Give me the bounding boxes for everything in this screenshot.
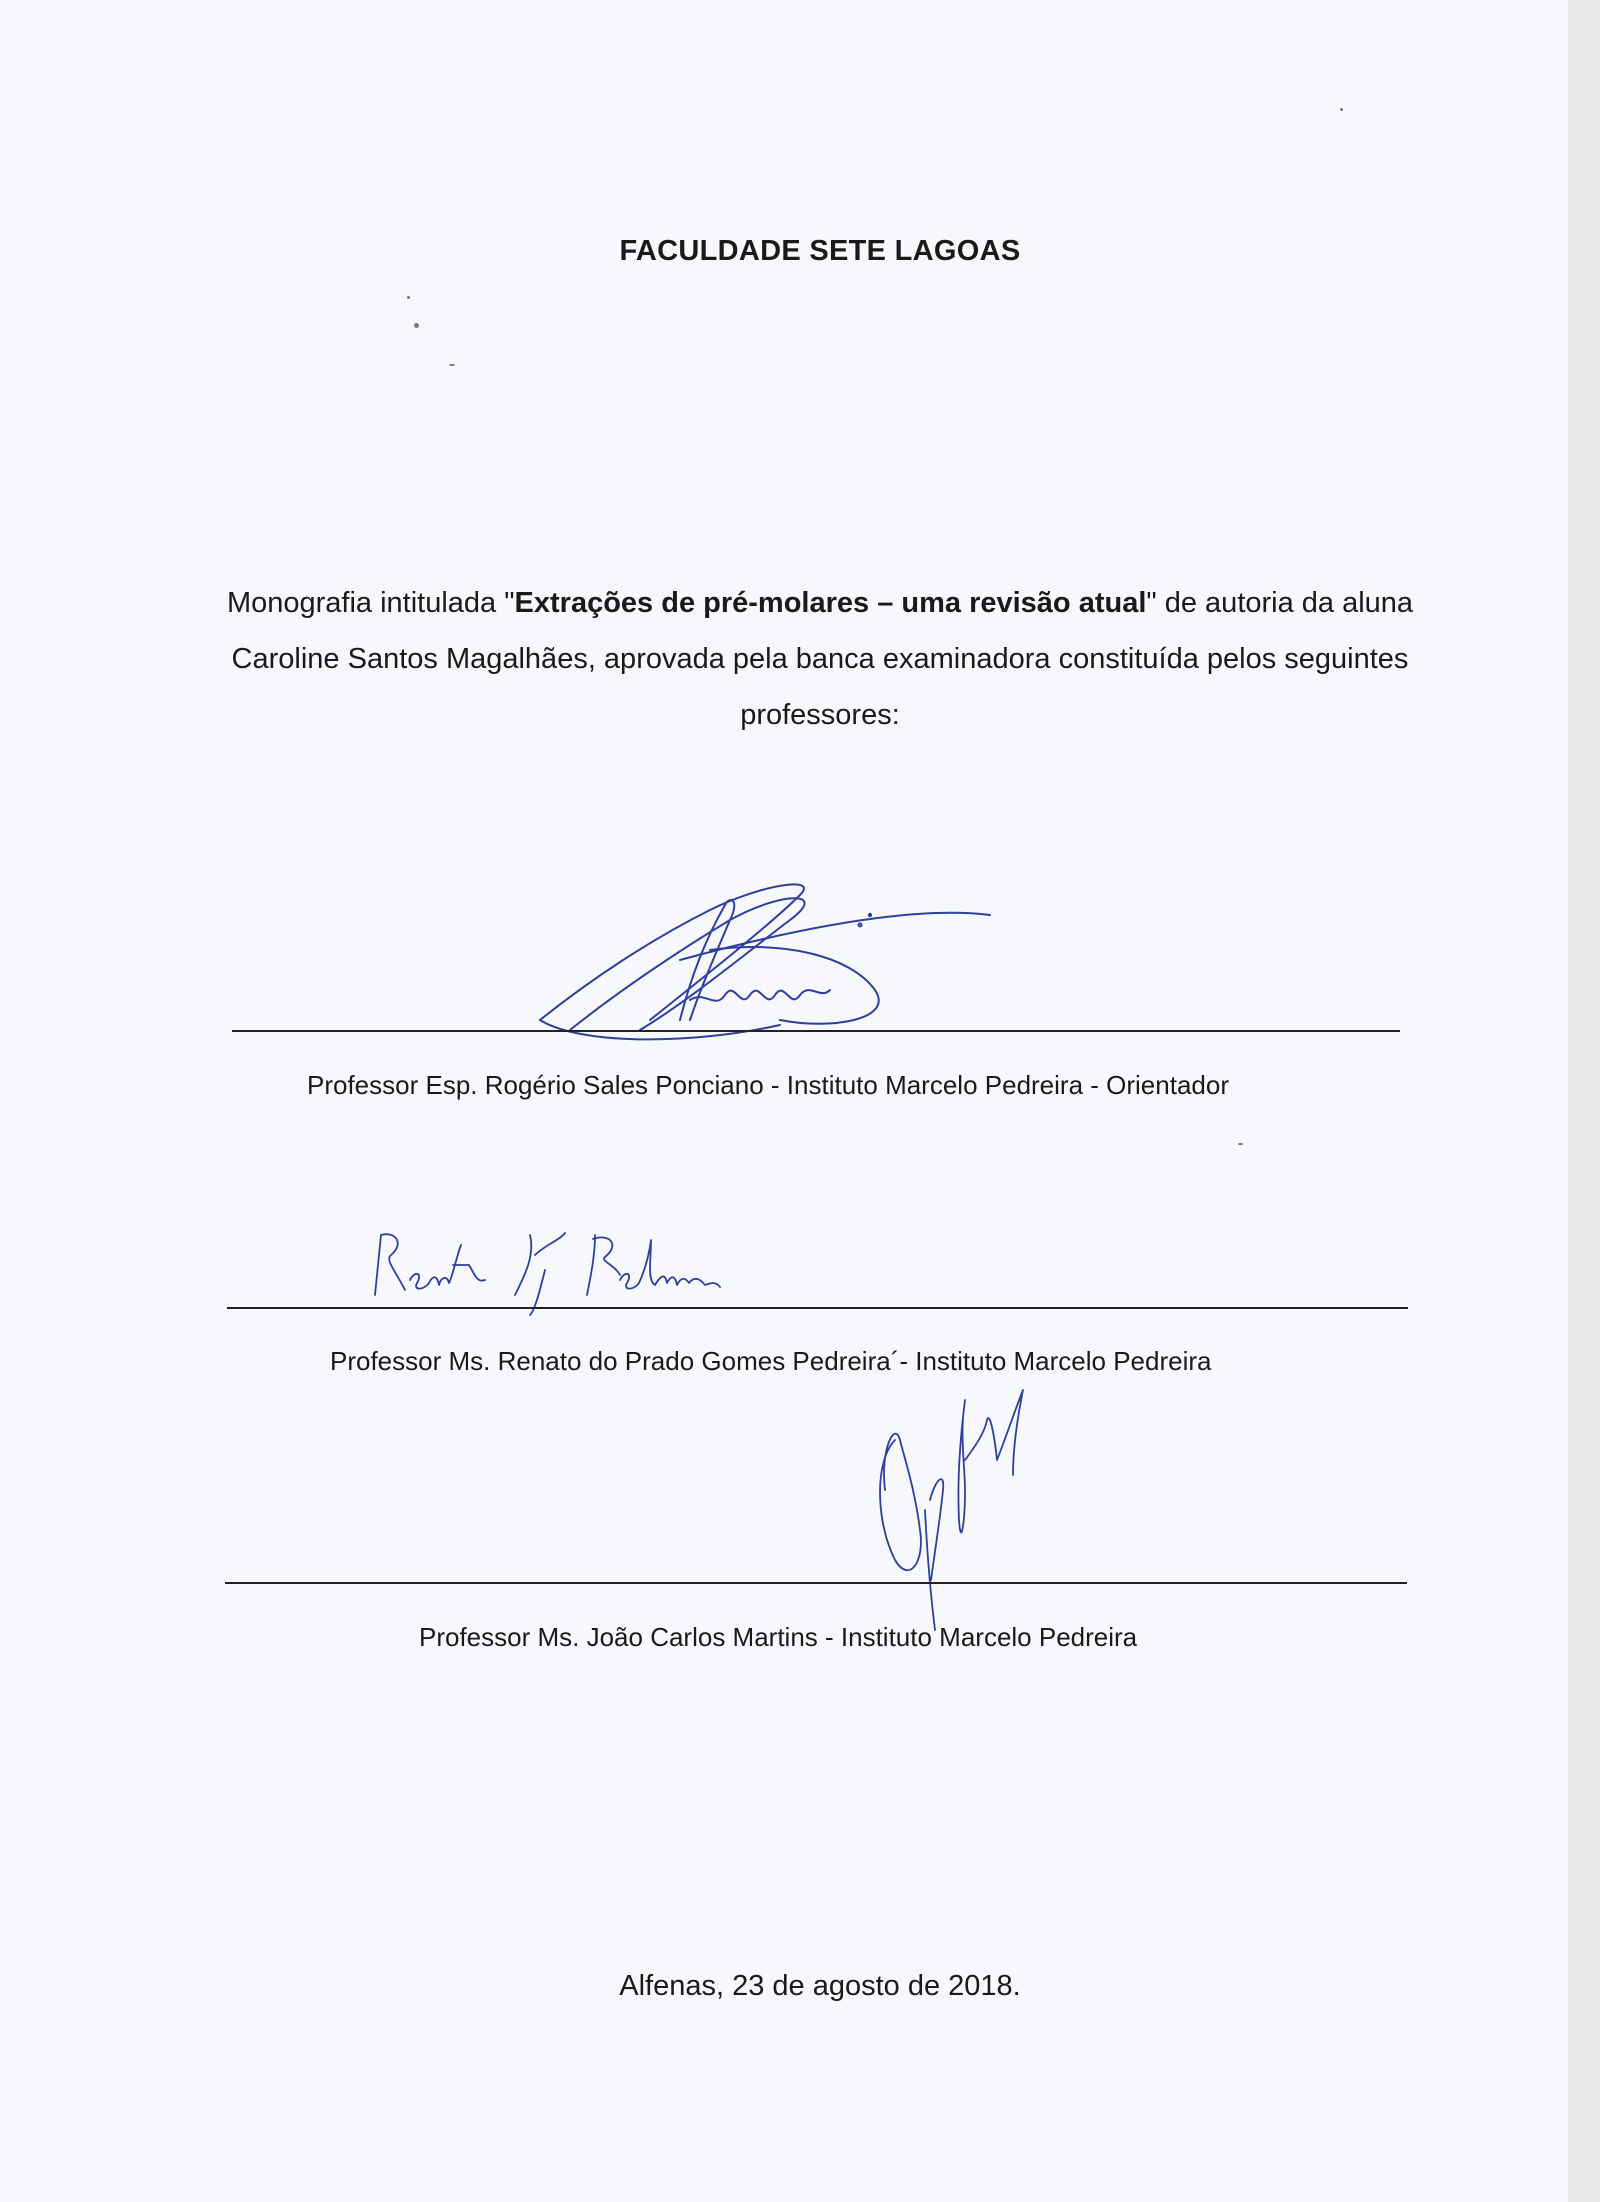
scan-speck (1340, 108, 1343, 111)
place-date-line: Alfenas, 23 de agosto de 2018. (619, 1970, 1021, 2002)
handwritten-signature-icon (865, 1380, 1065, 1640)
scan-speck (407, 296, 410, 299)
signature-line (232, 1030, 1400, 1032)
scan-speck (1238, 1143, 1243, 1145)
examiner-caption: Professor Ms. Renato do Prado Gomes Pedreira´- Instituto Marcelo Pedreira (330, 1346, 1212, 1376)
approval-statement (225, 575, 1415, 743)
statement-prefix: Monografia intitulada " (226, 587, 515, 619)
signature-line (225, 1582, 1407, 1584)
statement-suffix: " de autoria da aluna Caroline Santos Magalhães, aprovada pela banca examinadora constituída pelos seguintes professores: (231, 587, 1414, 731)
examiner-caption: Professor Esp. Rogério Sales Ponciano - Instituto Marcelo Pedreira - Orientador (307, 1070, 1229, 1100)
scan-speck (414, 323, 419, 328)
examiner-caption: Professor Ms. João Carlos Martins - Instituto Marcelo Pedreira (419, 1622, 1138, 1652)
scanner-background (1568, 0, 1600, 2202)
signature-line (227, 1307, 1408, 1309)
scan-speck (449, 364, 455, 366)
handwritten-signature-icon (365, 1225, 735, 1315)
thesis-title: Extrações de pré-molares – uma revisão atual (514, 587, 1147, 619)
institution-title: FACULDADE SETE LAGOAS (619, 235, 1021, 267)
handwritten-signature-icon (530, 870, 1010, 1050)
